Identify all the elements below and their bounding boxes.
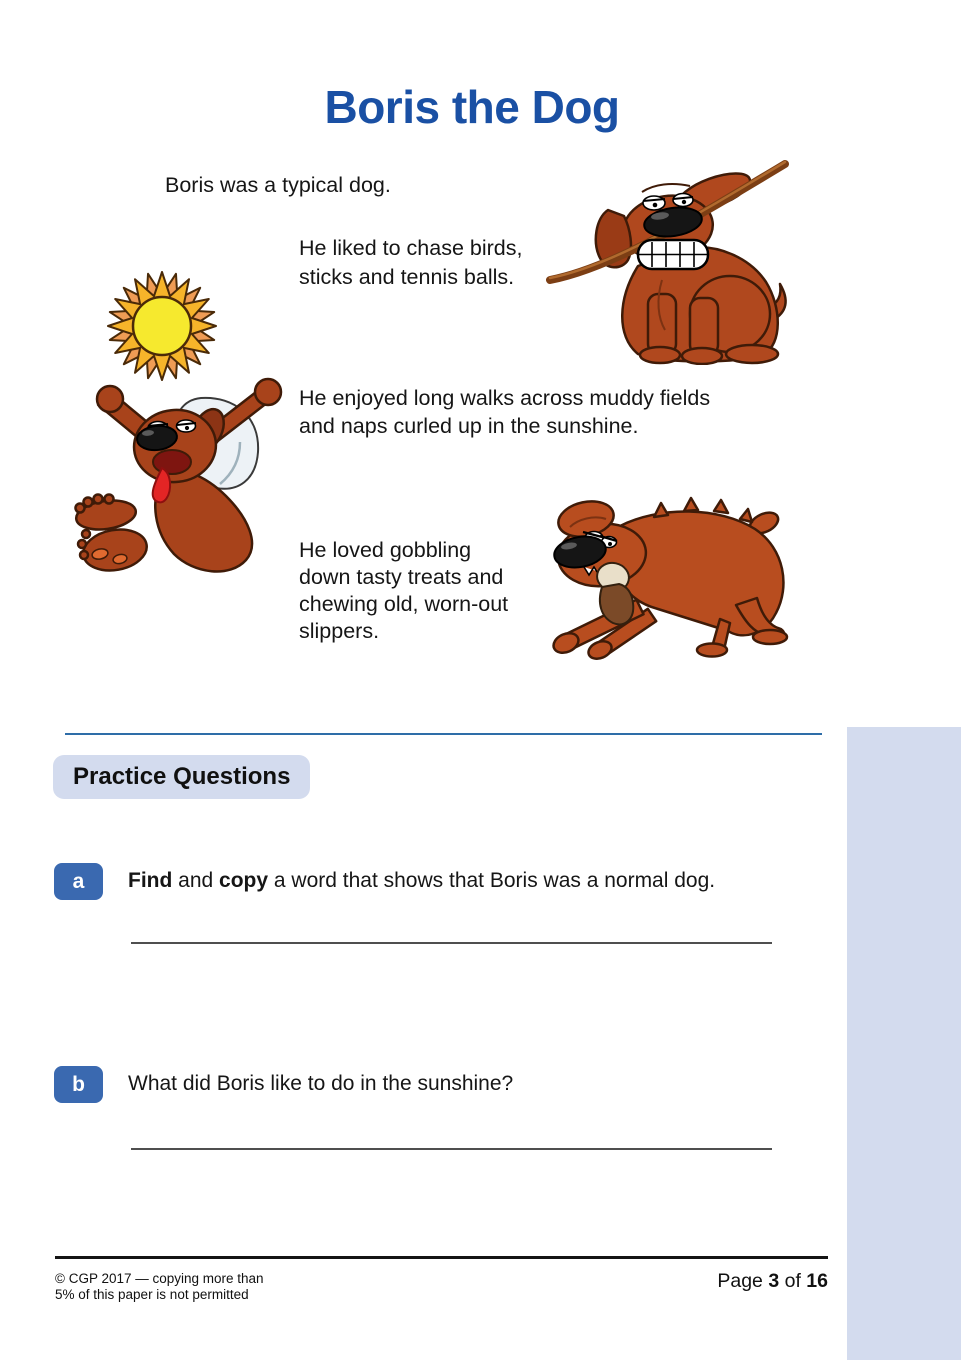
page-number: Page 3 of 16 — [717, 1270, 828, 1292]
practice-questions-heading: Practice Questions — [53, 755, 310, 799]
story-paragraph-2: He liked to chase birds, sticks and tennis balls. — [299, 236, 523, 289]
question-text-a: Find and copy a word that shows that Boris was a normal dog. — [128, 869, 716, 892]
side-panel — [847, 727, 961, 1360]
story-paragraph-4: He loved gobbling down tasty treats and chewing old, worn-out slippers. — [299, 538, 509, 643]
sun-illustration — [106, 270, 218, 382]
stretching-dog-on-pillow-illustration — [70, 372, 295, 584]
footer-rule — [55, 1256, 828, 1259]
story-paragraph-3: He enjoyed long walks across muddy fields and naps curled up in the sunshine. — [299, 386, 711, 438]
dog-holding-stick-illustration — [542, 158, 790, 365]
answer-line-a — [131, 942, 772, 944]
question-text-b: What did Boris like to do in the sunshine? — [128, 1072, 514, 1095]
story-paragraph-1: Boris was a typical dog. — [165, 173, 391, 197]
copyright-notice: © CGP 2017 — copying more than 5% of this paper is not permitted — [55, 1271, 264, 1302]
section-divider — [65, 733, 822, 735]
page-title: Boris the Dog — [324, 81, 620, 133]
answer-line-b — [131, 1148, 772, 1150]
dog-chewing-slipper-illustration — [540, 487, 795, 667]
question-label-a: a — [54, 863, 103, 900]
question-label-b: b — [54, 1066, 103, 1103]
